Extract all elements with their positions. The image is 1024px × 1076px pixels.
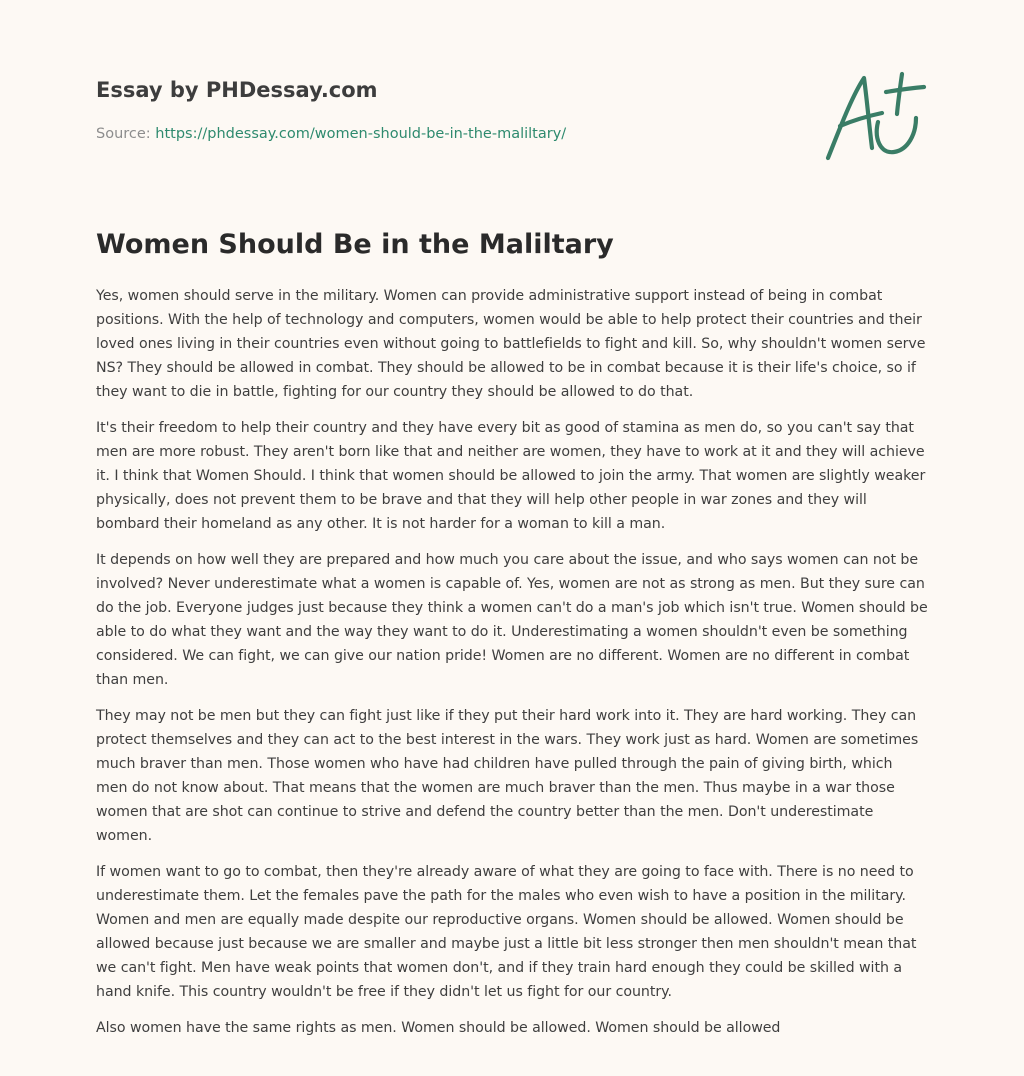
source-line — [96, 124, 796, 144]
essay-paragraph: They may not be men but they can fight just like if they put their hard work into it. They are hard working. They can protect themselves and they can act to the best interest in the wars. They work just as hard. Women are sometimes much braver than men. Those women who have had children have pulled through the pain of giving birth, which men do not know about. That means that the women are much braver than the men. Thus maybe in a war those women that are shot can continue to strive and defend the country better than the men. Don't underestimate women. — [96, 708, 919, 844]
essay-paragraph: If women want to go to combat, then they're already aware of what they are going to face with. There is no need to underestimate them. Let the females pave the path for the males who even wish to have a position in the military. Women and men are equally made despite our reproductive organs. Women should be allowed. Women should be allowed because just because we are smaller and maybe just a little bit less stronger then men shouldn't mean that we can't fight. Men have weak points that women don't, and if they train hard enough they could be skilled with a hand knife. This country wouldn't be free if they didn't let us fight for our country. — [96, 864, 917, 1000]
essay-paragraph: It depends on how well they are prepared and how much you care about the issue, and who says women can not be involved? Never underestimate what a women is capable of. Yes, women are not as strong as men. But they sure can do the job. Everyone judges just because they think a women can't do a man's job which isn't true. Women should be able to do what they want and the way they want to do it. Underestimating a women shouldn't even be something considered. We can fight, we can give our nation pride! Women are no different. Women are no different in combat than men. — [96, 552, 928, 688]
essay-title: Women Should Be in the Maliltary — [96, 229, 614, 260]
source-link[interactable]: https://phdessay.com/women-should-be-in-the-maliltary/ — [155, 126, 567, 142]
essay-paragraph: Also women have the same rights as men. Women should be allowed. Women should be allowed — [96, 1020, 781, 1036]
page-header — [96, 76, 796, 144]
essay-body — [96, 284, 928, 1052]
a-plus-grade-icon — [820, 66, 930, 166]
site-title: Essay by PHDessay.com — [96, 78, 378, 102]
essay-paragraph: It's their freedom to help their country and they have every bit as good of stamina as men do, so you can't say that men are more robust. They aren't born like that and neither are women, they have to work at it and they will achieve it. I think that Women Should. I think that women should be allowed to join the army. That women are slightly weaker physically, does not prevent them to be brave and that they will help other people in war zones and they will bombard their homeland as any other. It is not harder for a woman to kill a man. — [96, 420, 926, 532]
source-label: Source: — [96, 126, 156, 142]
essay-paragraph: Yes, women should serve in the military. Women can provide administrative support instead of being in combat positions. With the help of technology and computers, women would be able to help protect their countries and their loved ones living in their countries even without going to battlefields to fight and kill. So, why shouldn't women serve NS? They should be allowed in combat. They should be allowed to be in combat because it is their life's choice, so if they want to die in battle, fighting for our country they should be allowed to do that. — [96, 288, 926, 400]
